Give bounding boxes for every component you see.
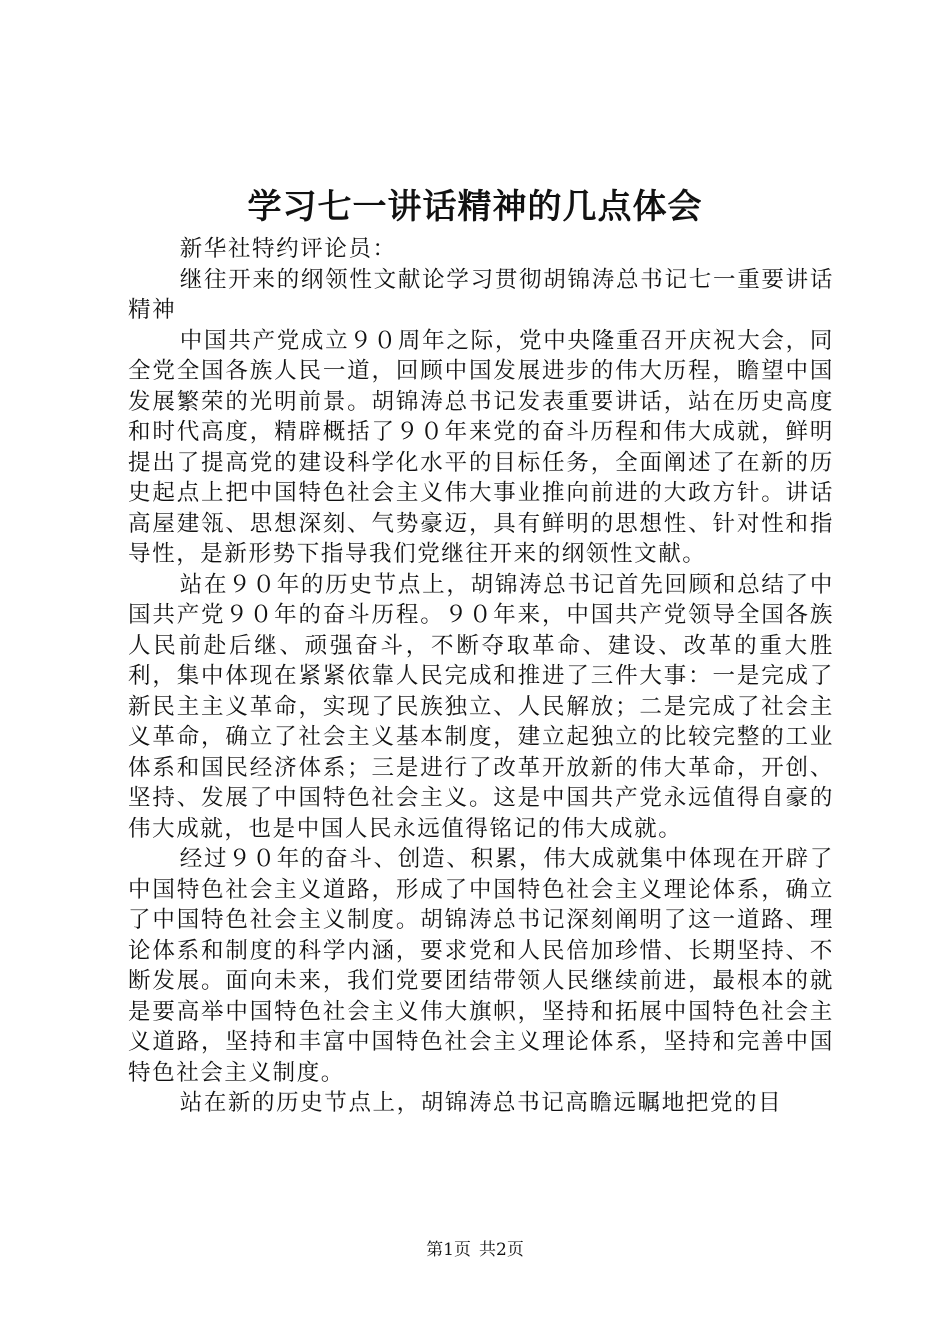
paragraph-body: 站在新的历史节点上，胡锦涛总书记高瞻远瞩地把党的目 <box>179 1090 783 1116</box>
paragraph-body: 站在９０年的历史节点上，胡锦涛总书记首先回顾和总结了中国共产党９０年的奋斗历程。９０年来，中国共产党领导全国各族人民前赴后继、顽强奋斗，不断夺取革命、建设、改革的重大胜利，集中体现在紧紧依靠人民完成和推进了三件大事：一是完成了新民主主义革命，实现了民族独立、人民解放；二是完成了社会主义革命，确立了社会主义基本制度，建立起独立的比较完整的工业体系和国民经济体系；三是进行了改革开放新的伟大革命，开创、坚持、发展了中国特色社会主义。这是中国共产党永远值得自豪的伟大成就，也是中国人民永远值得铭记的伟大成就。 <box>128 571 834 842</box>
paragraph-author: 新华社特约评论员： <box>179 236 397 262</box>
page-footer <box>0 1238 950 1262</box>
paragraph-body: 中国共产党成立９０周年之际，党中央隆重召开庆祝大会，同全党全国各族人民一道，回顾中国发展进步的伟大历程，瞻望中国发展繁荣的光明前景。胡锦涛总书记发表重要讲话，站在历史高度和时代高度，精辟概括了９０年来党的奋斗历程和伟大成就，鲜明提出了提高党的建设科学化水平的目标任务，全面阐述了在新的历史起点上把中国特色社会主义伟大事业推向前进的大政方针。讲话高屋建瓴、思想深刻、气势豪迈，具有鲜明的思想性、针对性和指导性，是新形势下指导我们党继往开来的纲领性文献。 <box>128 327 834 567</box>
page-total: 共2页 <box>479 1240 524 1260</box>
document-title: 学习七一讲话精神的几点体会 <box>247 187 703 227</box>
page-number: 第1页 <box>426 1240 471 1260</box>
paragraph-subtitle: 继往开来的纲领性文献论学习贯彻胡锦涛总书记七一重要讲话精神 <box>128 266 834 323</box>
paragraph-body: 经过９０年的奋斗、创造、积累，伟大成就集中体现在开辟了中国特色社会主义道路，形成了中国特色社会主义理论体系，确立了中国特色社会主义制度。胡锦涛总书记深刻阐明了这一道路、理论体系和制度的科学内涵，要求党和人民倍加珍惜、长期坚持、不断发展。面向未来，我们党要团结带领人民继续前进，最根本的就是要高举中国特色社会主义伟大旗帜，坚持和拓展中国特色社会主义道路，坚持和丰富中国特色社会主义理论体系，坚持和完善中国特色社会主义制度。 <box>128 846 834 1086</box>
document-body <box>128 234 834 1119</box>
